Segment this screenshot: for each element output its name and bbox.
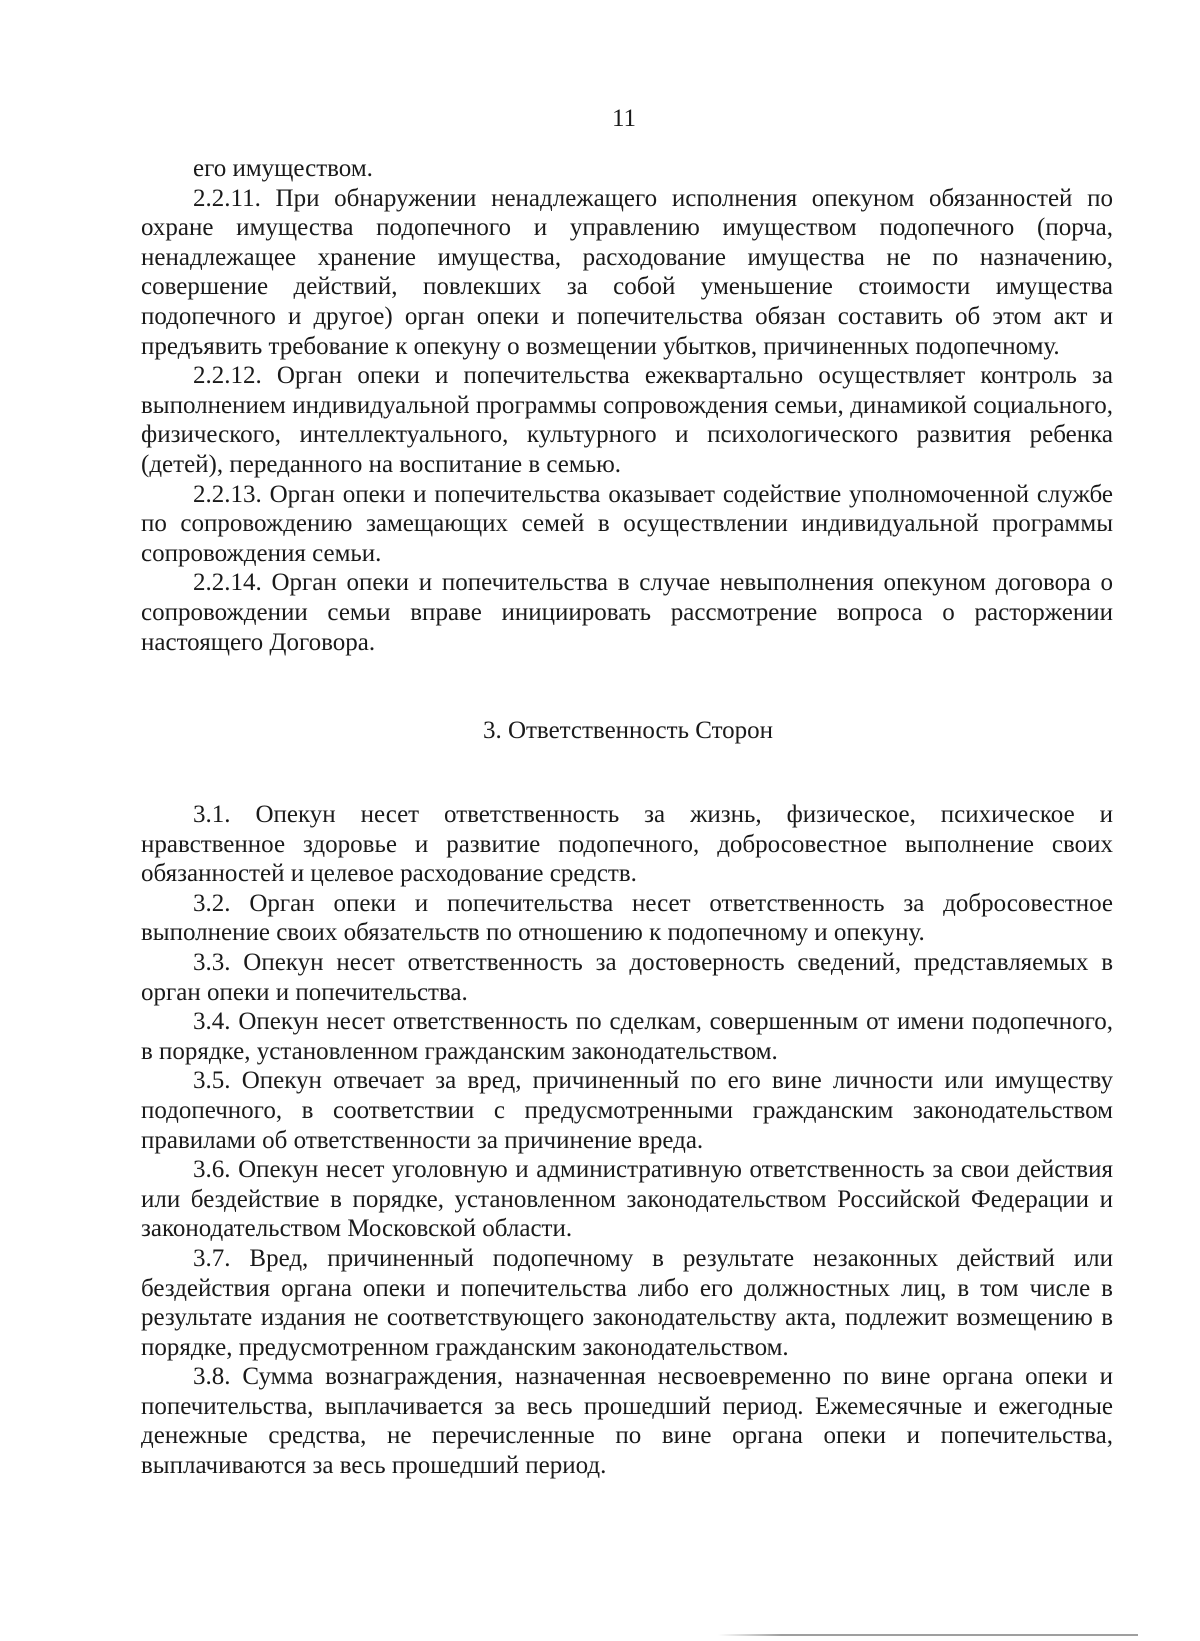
paragraph-3-7: 3.7. Вред, причиненный подопечному в результате незаконных действий или бездействия органа опеки и попечительства либо его должностных лиц, в том числе в результате издания не соответствующего законодательству акта, подлежит возмещению в порядке, предусмотренном гражданским законодательством.	[141, 1244, 1113, 1361]
paragraph-2-2-13: 2.2.13. Орган опеки и попечительства оказывает содействие уполномоченной службе по сопровождению замещающих семей в осуществлении индивидуальной программы сопровождения семьи.	[141, 480, 1113, 567]
paragraph-3-6: 3.6. Опекун несет уголовную и административную ответственность за свои действия или бездействие в порядке, установленном законодательством Российской Федерации и законодательством Московской области.	[141, 1156, 1113, 1243]
paragraph-2-2-11: 2.2.11. При обнаружении ненадлежащего исполнения опекуном обязанностей по охране имущества подопечного и управлению имуществом подопечного (порча, ненадлежащее хранение имущества, расходование имущества не по назначению, совершение действий, повлекших за собой уменьшение стоимости имущества подопечного и другое) орган опеки и попечительства обязан составить об этом акт и предъявить требование к опекуну о возмещении убытков, причиненных подопечному.	[141, 184, 1113, 360]
continued-clauses	[141, 154, 1113, 657]
paragraph-3-5: 3.5. Опекун отвечает за вред, причиненный по его вине личности или имуществу подопечного, в соответствии с предусмотренными гражданским законодательством правилами об ответственности за причинение вреда.	[141, 1067, 1113, 1154]
liability-clauses	[141, 800, 1113, 1481]
paragraph-3-3: 3.3. Опекун несет ответственность за достоверность сведений, представляемых в орган опеки и попечительства.	[141, 948, 1113, 1006]
paragraph-3-4: 3.4. Опекун несет ответственность по сделкам, совершенным от имени подопечного, в порядке, установленном гражданским законодательством.	[141, 1008, 1113, 1065]
paragraph-3-8: 3.8. Сумма вознаграждения, назначенная несвоевременно по вине органа опеки и попечительства, выплачивается за весь прошедший период. Ежемесячные и ежегодные денежные средства, не перечисленные по вине органа опеки и попечительства, выплачиваются за весь прошедший период.	[141, 1363, 1113, 1480]
paragraph-3-2: 3.2. Орган опеки и попечительства несет ответственность за добросовестное выполнение своих обязательств по отношению к подопечному и опекуну.	[141, 889, 1113, 947]
paragraph-2-2-14: 2.2.14. Орган опеки и попечительства в случае невыполнения опекуном договора о сопровождении семьи вправе инициировать рассмотрение вопроса о расторжении настоящего Договора.	[141, 569, 1113, 656]
paragraph-3-1: 3.1. Опекун несет ответственность за жизнь, физическое, психическое и нравственное здоровье и развитие подопечного, добросовестное выполнение своих обязанностей и целевое расходование средств.	[141, 801, 1113, 888]
section-heading: 3. Ответственность Сторон	[482, 717, 774, 744]
paragraph-2-2-12: 2.2.12. Орган опеки и попечительства ежеквартально осуществляет контроль за выполнением индивидуальной программы сопровождения семьи, динамикой социального, физического, интеллектуального, культурного и психологического развития ребенка (детей), переданного на воспитание в семью.	[141, 362, 1113, 478]
paragraph-continuation: его имуществом.	[193, 155, 373, 182]
page-number: 11	[611, 105, 637, 132]
scan-edge-line	[718, 1634, 1138, 1636]
